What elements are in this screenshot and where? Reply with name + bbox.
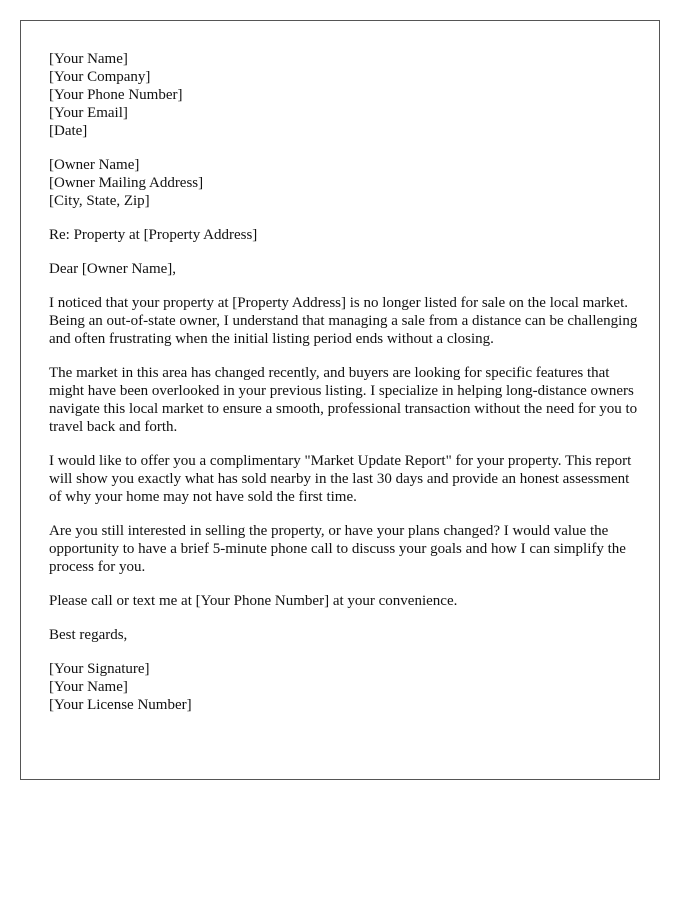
sender-phone: [Your Phone Number] — [49, 87, 183, 103]
sender-block — [49, 50, 639, 140]
sender-name: [Your Name] — [49, 51, 128, 67]
subject-line: Re: Property at [Property Address] — [49, 227, 258, 243]
closing: Best regards, — [49, 627, 128, 643]
signature-block — [49, 660, 639, 714]
body-paragraph-3: I would like to offer you a complimentary "Market Update Report" for your property. This report will show you exactly what has sold nearby in the last 30 days and provide an honest assessment of why your home may not have sold the first time. — [49, 453, 632, 505]
body-paragraph-4: Are you still interested in selling the property, or have your plans changed? I would value the opportunity to have a brief 5-minute phone call to discuss your goals and how I can simplify the process for you. — [49, 523, 626, 575]
recipient-city-state-zip: [City, State, Zip] — [49, 193, 150, 209]
letter-content — [49, 50, 639, 730]
sender-company: [Your Company] — [49, 69, 151, 85]
body-paragraph-2: The market in this area has changed recently, and buyers are looking for specific features that might have been overlooked in your previous listing. I specialize in helping long-distance owners navigate this local market to ensure a smooth, professional transaction without the need for you to travel back and forth. — [49, 365, 638, 435]
signature-license: [Your License Number] — [49, 697, 192, 713]
letter-date: [Date] — [49, 123, 88, 139]
body-paragraph-5: Please call or text me at [Your Phone Number] at your convenience. — [49, 593, 458, 609]
signature-line: [Your Signature] — [49, 661, 150, 677]
body-paragraph-1: I noticed that your property at [Property Address] is no longer listed for sale on the local market. Being an out-of-state owner, I understand that managing a sale from a distance can be challenging and often frustrating when the initial listing period ends without a closing. — [49, 295, 638, 347]
recipient-name: [Owner Name] — [49, 157, 140, 173]
recipient-block — [49, 156, 639, 210]
sender-email: [Your Email] — [49, 105, 128, 121]
greeting: Dear [Owner Name], — [49, 261, 177, 277]
recipient-address: [Owner Mailing Address] — [49, 175, 204, 191]
letter-page — [20, 20, 660, 780]
signature-name: [Your Name] — [49, 679, 128, 695]
